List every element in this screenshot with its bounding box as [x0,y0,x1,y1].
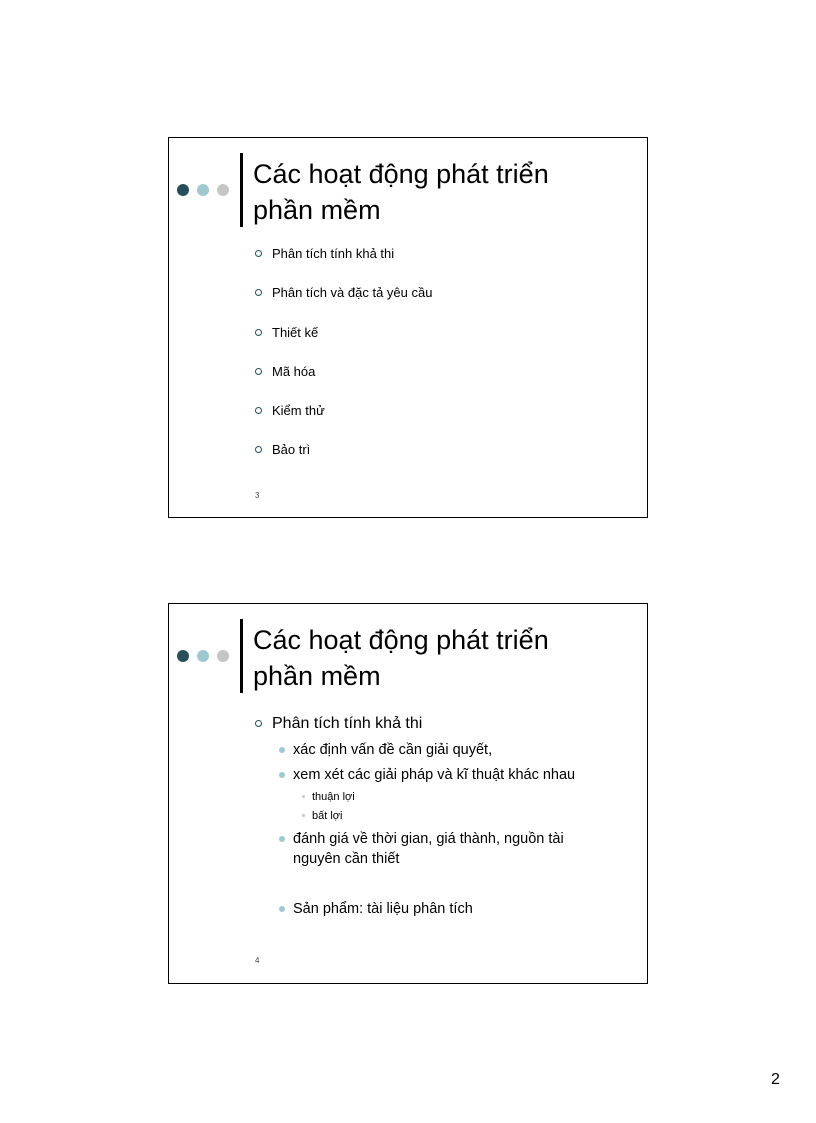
dot-bullet-icon [279,772,285,778]
slide-title [253,622,633,694]
slide-title [253,156,633,228]
circle-bullet-icon [255,407,262,414]
title-divider [240,619,243,693]
sub-sub-item [302,790,355,804]
dot-light-icon [197,650,209,662]
sub-sub-item-text: thuận lợi [312,791,355,803]
list-item-text: Bảo trì [272,442,311,458]
dot-bullet-icon [279,906,285,912]
sub-item [279,899,623,919]
list-item-text: Phân tích tính khả thi [272,246,395,261]
dot-dark-icon [177,650,189,662]
title-line-1: Các hoạt động phát triển [253,159,549,189]
list-item [255,246,432,285]
dot-gray-icon [217,650,229,662]
sub-item-text-continued: nguyên cần thiết [293,851,400,867]
sub-sub-item-text: bất lợi [312,810,343,822]
bullet-list [255,246,432,482]
sub-item [279,765,623,785]
list-item [255,285,432,324]
list-item-text: Mã hóa [272,363,316,379]
slide-number: 3 [255,491,260,500]
dot-bullet-icon [279,747,285,753]
list-item [255,403,432,442]
sub-item-text: xác định vấn đề cần giải quyết, [293,742,493,758]
list-item-text: Thiết kế [272,324,319,340]
dot-light-icon [197,184,209,196]
dot-gray-icon [217,184,229,196]
dot-dark-icon [177,184,189,196]
circle-bullet-icon [255,250,262,257]
list-item [255,442,432,481]
sub-item [279,829,623,869]
title-line-1: Các hoạt động phát triển [253,625,549,655]
circle-bullet-icon [255,446,262,453]
circle-bullet-icon [255,289,262,296]
slide-number: 4 [255,956,260,965]
sub-item-text: Sản phẩm: tài liệu phân tích [293,901,473,917]
slide-4 [168,603,648,984]
sub-item [279,740,623,760]
slide-3 [168,137,648,518]
circle-bullet-icon [255,720,262,727]
title-divider [240,153,243,227]
small-bullet-icon [302,795,305,798]
list-item-text: Kiểm thử [272,403,325,419]
title-line-2: phần mềm [253,661,381,691]
sub-item-text: xem xét các giải pháp và kĩ thuật khác nhau [293,767,576,783]
dot-bullet-icon [279,836,285,842]
list-item [255,325,432,364]
title-line-2: phần mềm [253,195,381,225]
sub-sub-item [302,809,342,823]
small-bullet-icon [302,814,305,817]
document-page-number: 2 [771,1071,780,1088]
list-item-text: Phân tích tính khả thi [272,715,423,732]
list-item-text: Phân tích và đặc tả yêu cầu [272,285,433,301]
circle-bullet-icon [255,329,262,336]
list-item [255,364,432,403]
circle-bullet-icon [255,368,262,375]
list-item [255,714,422,734]
sub-item-text: đánh giá về thời gian, giá thành, nguồn tài [293,831,564,847]
